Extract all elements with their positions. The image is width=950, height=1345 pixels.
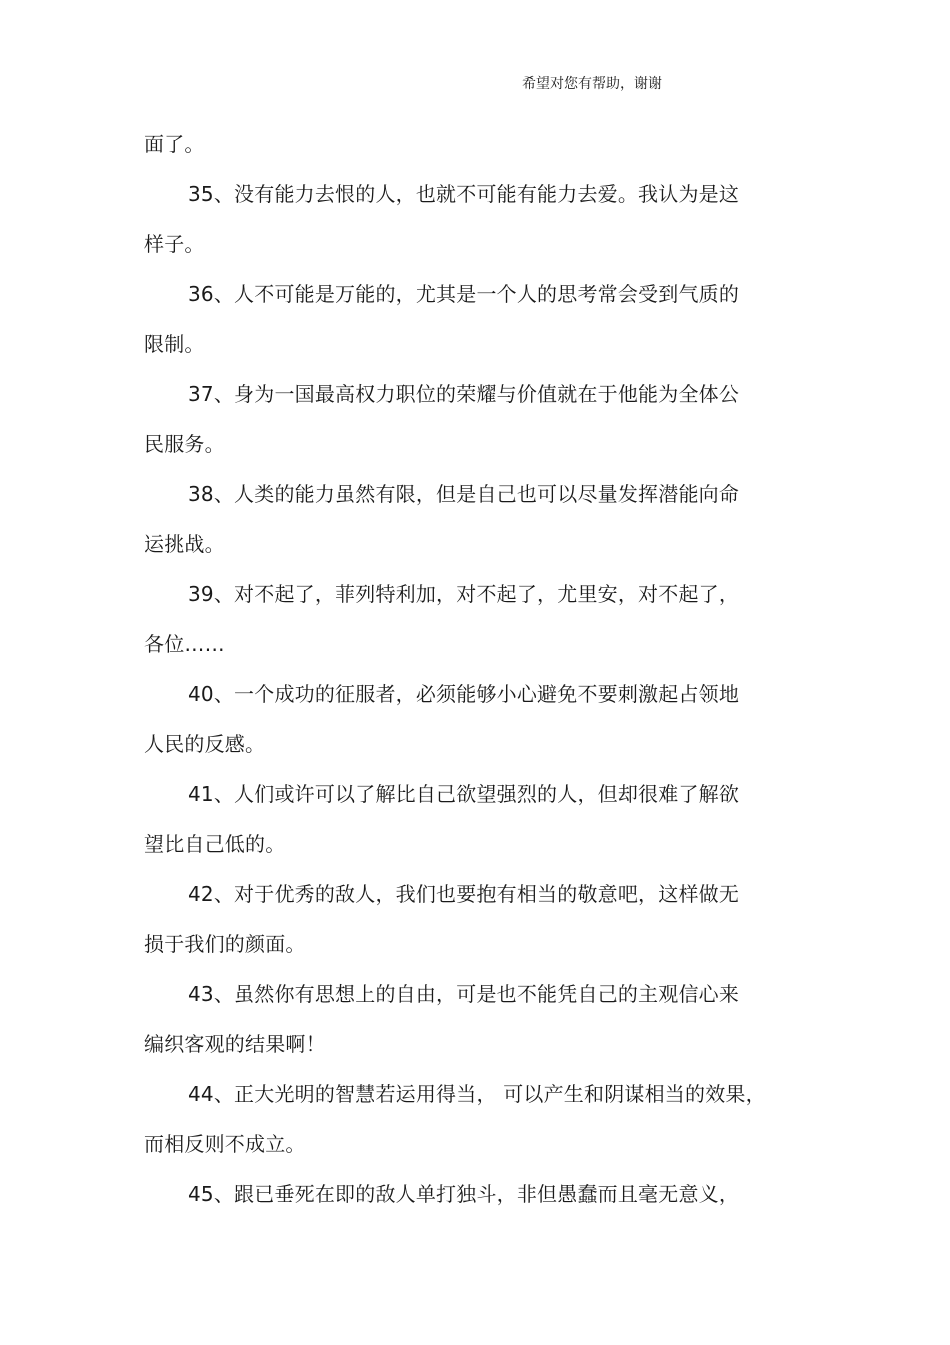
quote-39-line-1: 39、对不起了，菲列特利加，对不起了，尤里安，对不起了， <box>188 582 740 606</box>
quote-43-line-2: 编织客观的结果啊！ <box>144 1032 326 1056</box>
quote-42-line-2: 损于我们的颜面。 <box>144 932 306 956</box>
quote-43-line-1: 43、虽然你有思想上的自由，可是也不能凭自己的主观信心来 <box>188 982 740 1006</box>
quote-38-line-1: 38、人类的能力虽然有限，但是自己也可以尽量发挥潜能向命 <box>188 482 740 506</box>
header-text: 希望对您有帮助，谢谢 <box>522 76 662 92</box>
document-body <box>144 127 784 1227</box>
quote-45-line-1: 45、跟已垂死在即的敌人单打独斗，非但愚蠢而且毫无意义， <box>188 1182 740 1206</box>
quote-44-line-2: 而相反则不成立。 <box>144 1132 306 1156</box>
text-line-1: 面了。 <box>144 132 205 156</box>
quote-41-line-2: 望比自己低的。 <box>144 832 286 856</box>
quote-41-line-1: 41、人们或许可以了解比自己欲望强烈的人，但却很难了解欲 <box>188 782 740 806</box>
quote-40-line-1: 40、一个成功的征服者，必须能够小心避免不要刺激起占领地 <box>188 682 740 706</box>
quote-44-line-1: 44、正大光明的智慧若运用得当， 可以产生和阴谋相当的效果， <box>188 1082 766 1106</box>
quote-35-line-1: 35、没有能力去恨的人，也就不可能有能力去爱。我认为是这 <box>188 182 740 206</box>
quote-42-line-1: 42、对于优秀的敌人，我们也要抱有相当的敬意吧，这样做无 <box>188 882 740 906</box>
quote-36-line-1: 36、人不可能是万能的，尤其是一个人的思考常会受到气质的 <box>188 282 740 306</box>
quote-38-line-2: 运挑战。 <box>144 532 225 556</box>
quote-40-line-2: 人民的反感。 <box>144 732 266 756</box>
quote-35-line-2: 样子。 <box>144 232 205 256</box>
quote-39-line-2: 各位…… <box>144 632 225 656</box>
quote-36-line-2: 限制。 <box>144 332 205 356</box>
quote-37-line-2: 民服务。 <box>144 432 225 456</box>
quote-37-line-1: 37、身为一国最高权力职位的荣耀与价值就在于他能为全体公 <box>188 382 740 406</box>
